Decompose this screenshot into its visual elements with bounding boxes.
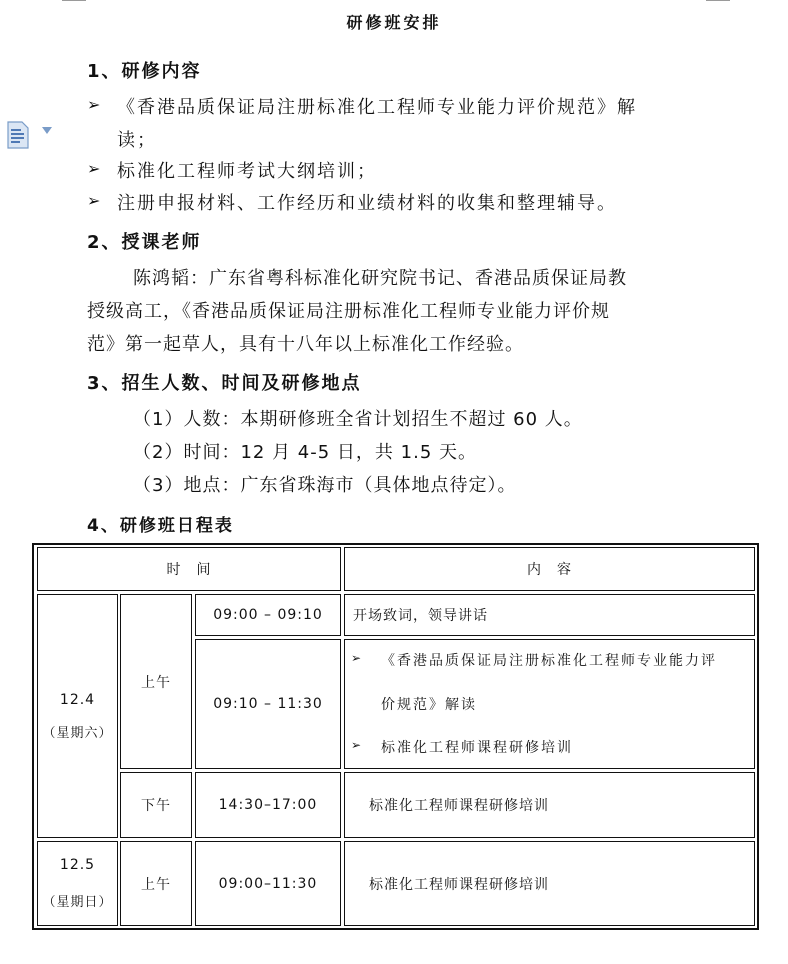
slot2-item1-line1: 《香港品质保证局注册标准化工程师专业能力评 (381, 653, 717, 669)
slot3-content: 标准化工程师课程研修培训 (369, 798, 549, 814)
slot3-content-cell (344, 772, 755, 838)
arrow-bullet-icon: ➢ (351, 651, 363, 665)
slot2-time-cell (195, 639, 341, 769)
arrow-bullet-icon: ➢ (351, 738, 363, 752)
crop-mark-left (62, 0, 86, 1)
day1-afternoon-label: 下午 (141, 798, 171, 814)
enrollment-time: （2）时间：12 月 4-5 日，共 1.5 天。 (133, 442, 477, 463)
page-title: 研修班安排 (346, 13, 442, 32)
day1-morning-label: 上午 (141, 674, 171, 691)
slot1-content-cell (344, 594, 755, 636)
teacher-line-2: 授级高工，《香港品质保证局注册标准化工程师专业能力评价规 (87, 301, 610, 322)
section-heading-4: 4、研修班日程表 (87, 516, 234, 536)
section-heading-1: 1、研修内容 (87, 61, 202, 82)
slot4-time: 09:00–11:30 (218, 875, 318, 892)
day2-morning-cell (120, 841, 192, 926)
arrow-bullet-icon: ➢ (87, 95, 101, 114)
slot1-time-cell (195, 594, 341, 636)
chevron-down-icon[interactable] (42, 127, 52, 134)
slot4-content: 标准化工程师课程研修培训 (369, 876, 549, 893)
day2-weekday: （星期日） (42, 895, 113, 910)
arrow-bullet-icon: ➢ (87, 159, 101, 178)
slot2-content-cell (344, 639, 755, 769)
slot3-time-cell (195, 772, 341, 838)
slot4-time-cell (195, 841, 341, 926)
slot2-item2: 标准化工程师课程研修培训 (381, 740, 573, 756)
enrollment-location: （3）地点：广东省珠海市（具体地点待定）。 (133, 475, 517, 496)
header-time-label: 时 间 (166, 562, 212, 578)
section-heading-2: 2、授课老师 (87, 232, 202, 253)
enrollment-count: （1）人数：本期研修班全省计划招生不超过 60 人。 (133, 409, 583, 430)
day1-afternoon-cell (120, 772, 192, 838)
content-bullet-1-line2: 读； (117, 130, 157, 151)
teacher-line-1: 陈鸿韬：广东省粤科标准化研究院书记、香港品质保证局教 (133, 268, 627, 289)
section-heading-3: 3、招生人数、时间及研修地点 (87, 373, 362, 394)
slot3-time: 14:30–17:00 (218, 797, 318, 813)
day1-date-cell (37, 594, 118, 838)
slot1-time: 09:00 – 09:10 (213, 607, 323, 623)
day1-date: 12.4 (59, 691, 96, 708)
content-bullet-1-line1: 《香港品质保证局注册标准化工程师专业能力评价规范》解 (117, 97, 637, 118)
header-content-cell (344, 547, 755, 591)
day2-date-cell (37, 841, 118, 926)
day2-morning-label: 上午 (141, 876, 171, 893)
arrow-bullet-icon: ➢ (87, 191, 101, 210)
slot1-content: 开场致词，领导讲话 (353, 608, 488, 624)
content-bullet-2: 标准化工程师考试大纲培训； (117, 161, 377, 182)
teacher-line-3: 范》第一起草人，具有十八年以上标准化工作经验。 (87, 334, 524, 355)
slot4-content-cell (344, 841, 755, 926)
header-content-label: 内 容 (527, 562, 572, 578)
header-time-cell (37, 547, 341, 591)
day2-date: 12.5 (59, 857, 96, 873)
day1-morning-cell (120, 594, 192, 769)
content-bullet-3: 注册申报材料、工作经历和业绩材料的收集和整理辅导。 (117, 193, 617, 214)
day1-weekday: （星期六） (42, 725, 113, 741)
crop-mark-right (706, 0, 730, 1)
document-style-icon[interactable] (6, 120, 32, 150)
slot2-time: 09:10 – 11:30 (213, 696, 323, 712)
slot2-item1-line2: 价规范》解读 (381, 697, 477, 713)
